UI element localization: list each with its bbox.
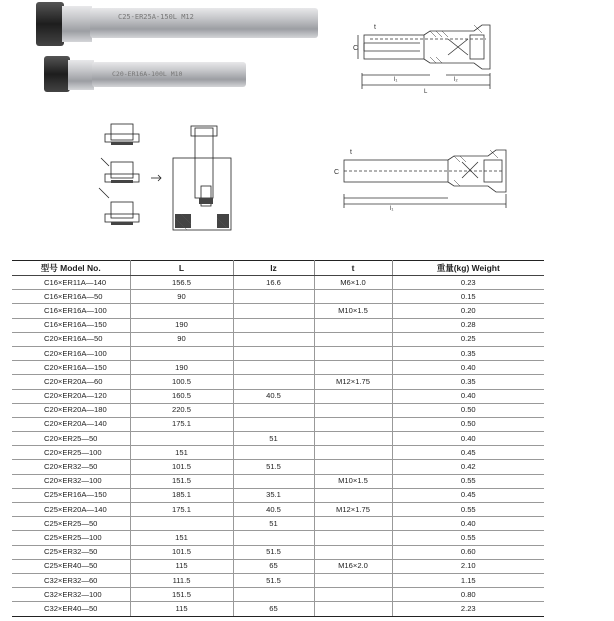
cell-length: 115 xyxy=(130,559,233,573)
cell-length: 101.5 xyxy=(130,545,233,559)
cell-thread: M10×1.5 xyxy=(314,304,392,318)
cell-weight: 0.35 xyxy=(392,346,544,360)
cell-thread xyxy=(314,588,392,602)
cell-lz: 16.6 xyxy=(233,276,314,290)
cell-model: C20×ER20A—140 xyxy=(12,417,130,431)
product-engraving: C20-ER16A-100L M10 xyxy=(112,70,183,78)
cell-thread: M16×2.0 xyxy=(314,559,392,573)
cell-length: 151 xyxy=(130,446,233,460)
cell-lz xyxy=(233,403,314,417)
cell-weight: 0.20 xyxy=(392,304,544,318)
cell-model: C20×ER25—50 xyxy=(12,432,130,446)
cell-lz: 51 xyxy=(233,517,314,531)
cell-length: 90 xyxy=(130,332,233,346)
cell-lz: 51.5 xyxy=(233,573,314,587)
header-model: 型号 Model No. xyxy=(12,261,130,276)
table-row xyxy=(12,276,544,290)
technical-drawing-long xyxy=(330,142,510,212)
label-diameter: C xyxy=(353,45,359,52)
cell-weight: 0.40 xyxy=(392,432,544,446)
table-row xyxy=(12,545,544,559)
cell-weight: 0.45 xyxy=(392,446,544,460)
cell-weight: 0.35 xyxy=(392,375,544,389)
label-thread: t xyxy=(374,24,376,31)
cell-lz: 40.5 xyxy=(233,389,314,403)
cell-weight: 0.55 xyxy=(392,531,544,545)
cell-model: C20×ER16A—50 xyxy=(12,332,130,346)
cell-lz xyxy=(233,446,314,460)
cell-length: 190 xyxy=(130,361,233,375)
cell-thread: M10×1.5 xyxy=(314,474,392,488)
cell-length: 160.5 xyxy=(130,389,233,403)
cell-lz xyxy=(233,531,314,545)
cell-lz xyxy=(233,474,314,488)
cell-thread xyxy=(314,517,392,531)
table-row xyxy=(12,432,544,446)
cell-lz: 40.5 xyxy=(233,503,314,517)
technical-drawing-side xyxy=(350,15,500,95)
cell-length: 101.5 xyxy=(130,460,233,474)
cell-lz: 65 xyxy=(233,559,314,573)
cell-length: 156.5 xyxy=(130,276,233,290)
cell-length: 190 xyxy=(130,318,233,332)
table-row xyxy=(12,503,544,517)
cell-model: C20×ER20A—180 xyxy=(12,403,130,417)
label-length-2: l₂ xyxy=(454,77,458,83)
cell-length: 90 xyxy=(130,290,233,304)
label-total-length: L xyxy=(424,89,428,95)
cell-lz: 51.5 xyxy=(233,460,314,474)
cell-thread: M6×1.0 xyxy=(314,276,392,290)
cell-model: C16×ER16A—150 xyxy=(12,318,130,332)
cell-model: C20×ER16A—150 xyxy=(12,361,130,375)
table-row xyxy=(12,573,544,587)
cell-lz xyxy=(233,375,314,389)
cell-length: 185.1 xyxy=(130,488,233,502)
table-body xyxy=(12,276,544,617)
table-row xyxy=(12,517,544,531)
cell-model: C25×ER20A—140 xyxy=(12,503,130,517)
cell-length: 100.5 xyxy=(130,375,233,389)
cell-thread xyxy=(314,573,392,587)
cell-length: 175.1 xyxy=(130,417,233,431)
cell-weight: 0.42 xyxy=(392,460,544,474)
table-row xyxy=(12,318,544,332)
cell-model: C20×ER32—100 xyxy=(12,474,130,488)
table-row xyxy=(12,531,544,545)
cell-weight: 0.55 xyxy=(392,503,544,517)
cell-weight: 0.40 xyxy=(392,361,544,375)
cell-length: 115 xyxy=(130,602,233,616)
cell-model: C20×ER20A—120 xyxy=(12,389,130,403)
cell-thread: M12×1.75 xyxy=(314,375,392,389)
cell-lz xyxy=(233,332,314,346)
cell-lz xyxy=(233,417,314,431)
cell-weight: 0.50 xyxy=(392,403,544,417)
cell-lz xyxy=(233,318,314,332)
table-row xyxy=(12,588,544,602)
cell-lz xyxy=(233,361,314,375)
cell-thread xyxy=(314,417,392,431)
header-thread: t xyxy=(314,261,392,276)
cell-thread xyxy=(314,531,392,545)
table-row xyxy=(12,488,544,502)
cell-weight: 0.50 xyxy=(392,417,544,431)
cell-model: C25×ER16A—150 xyxy=(12,488,130,502)
cell-lz xyxy=(233,290,314,304)
cell-thread xyxy=(314,460,392,474)
cell-weight: 2.23 xyxy=(392,602,544,616)
spec-table-container xyxy=(12,260,544,617)
label-length-1: l₁ xyxy=(390,206,394,212)
cell-lz xyxy=(233,588,314,602)
figure-area xyxy=(0,0,614,258)
cell-weight: 0.60 xyxy=(392,545,544,559)
cell-model: C20×ER25—100 xyxy=(12,446,130,460)
cell-model: C32×ER40—50 xyxy=(12,602,130,616)
cell-lz: 51 xyxy=(233,432,314,446)
cell-model: C16×ER16A—100 xyxy=(12,304,130,318)
cell-weight: 0.40 xyxy=(392,389,544,403)
table-header-row xyxy=(12,261,544,276)
cell-thread xyxy=(314,332,392,346)
cell-length: 151.5 xyxy=(130,588,233,602)
cell-length xyxy=(130,346,233,360)
table-row xyxy=(12,361,544,375)
cell-lz: 51.5 xyxy=(233,545,314,559)
cell-model: C32×ER32—60 xyxy=(12,573,130,587)
cell-length: 220.5 xyxy=(130,403,233,417)
table-row xyxy=(12,403,544,417)
cell-length xyxy=(130,432,233,446)
cell-length xyxy=(130,304,233,318)
cell-length xyxy=(130,517,233,531)
table-row xyxy=(12,446,544,460)
assembly-sketch xyxy=(95,118,235,238)
cell-thread: M12×1.75 xyxy=(314,503,392,517)
table-row xyxy=(12,602,544,616)
cell-lz xyxy=(233,304,314,318)
cell-weight: 0.80 xyxy=(392,588,544,602)
cell-thread xyxy=(314,361,392,375)
cell-model: C25×ER25—50 xyxy=(12,517,130,531)
table-row xyxy=(12,332,544,346)
product-photo-small xyxy=(0,50,260,100)
cell-lz: 35.1 xyxy=(233,488,314,502)
cell-thread xyxy=(314,545,392,559)
cell-thread xyxy=(314,488,392,502)
cell-thread xyxy=(314,346,392,360)
spec-table xyxy=(12,260,544,617)
cell-thread xyxy=(314,432,392,446)
cell-model: C20×ER20A—60 xyxy=(12,375,130,389)
cell-weight: 0.28 xyxy=(392,318,544,332)
cell-weight: 2.10 xyxy=(392,559,544,573)
header-length: L xyxy=(130,261,233,276)
cell-model: C25×ER32—50 xyxy=(12,545,130,559)
cell-weight: 0.45 xyxy=(392,488,544,502)
cell-model: C20×ER32—50 xyxy=(12,460,130,474)
cell-model: C16×ER11A—140 xyxy=(12,276,130,290)
cell-thread xyxy=(314,403,392,417)
cell-thread xyxy=(314,389,392,403)
cell-model: C25×ER25—100 xyxy=(12,531,130,545)
cell-weight: 0.15 xyxy=(392,290,544,304)
table-row xyxy=(12,290,544,304)
table-row xyxy=(12,304,544,318)
header-weight: 重量(kg) Weight xyxy=(392,261,544,276)
table-row xyxy=(12,375,544,389)
product-photo-large xyxy=(0,0,330,50)
cell-thread xyxy=(314,602,392,616)
cell-lz: 65 xyxy=(233,602,314,616)
label-length-1: l₁ xyxy=(394,77,398,83)
cell-model: C32×ER32—100 xyxy=(12,588,130,602)
table-row xyxy=(12,417,544,431)
cell-weight: 1.15 xyxy=(392,573,544,587)
cell-weight: 0.23 xyxy=(392,276,544,290)
cell-thread xyxy=(314,290,392,304)
cell-weight: 0.55 xyxy=(392,474,544,488)
cell-thread xyxy=(314,318,392,332)
header-lz: lz xyxy=(233,261,314,276)
label-diameter: C xyxy=(334,169,340,176)
cell-length: 111.5 xyxy=(130,573,233,587)
cell-thread xyxy=(314,446,392,460)
table-row xyxy=(12,460,544,474)
table-row xyxy=(12,389,544,403)
cell-weight: 0.25 xyxy=(392,332,544,346)
table-row xyxy=(12,559,544,573)
table-row xyxy=(12,474,544,488)
label-thread: t xyxy=(350,149,352,156)
cell-lz xyxy=(233,346,314,360)
cell-length: 151.5 xyxy=(130,474,233,488)
table-row xyxy=(12,346,544,360)
product-engraving: C25-ER25A-150L M12 xyxy=(118,13,194,21)
cell-length: 151 xyxy=(130,531,233,545)
cell-model: C20×ER16A—100 xyxy=(12,346,130,360)
cell-model: C25×ER40—50 xyxy=(12,559,130,573)
cell-length: 175.1 xyxy=(130,503,233,517)
cell-model: C16×ER16A—50 xyxy=(12,290,130,304)
cell-weight: 0.40 xyxy=(392,517,544,531)
